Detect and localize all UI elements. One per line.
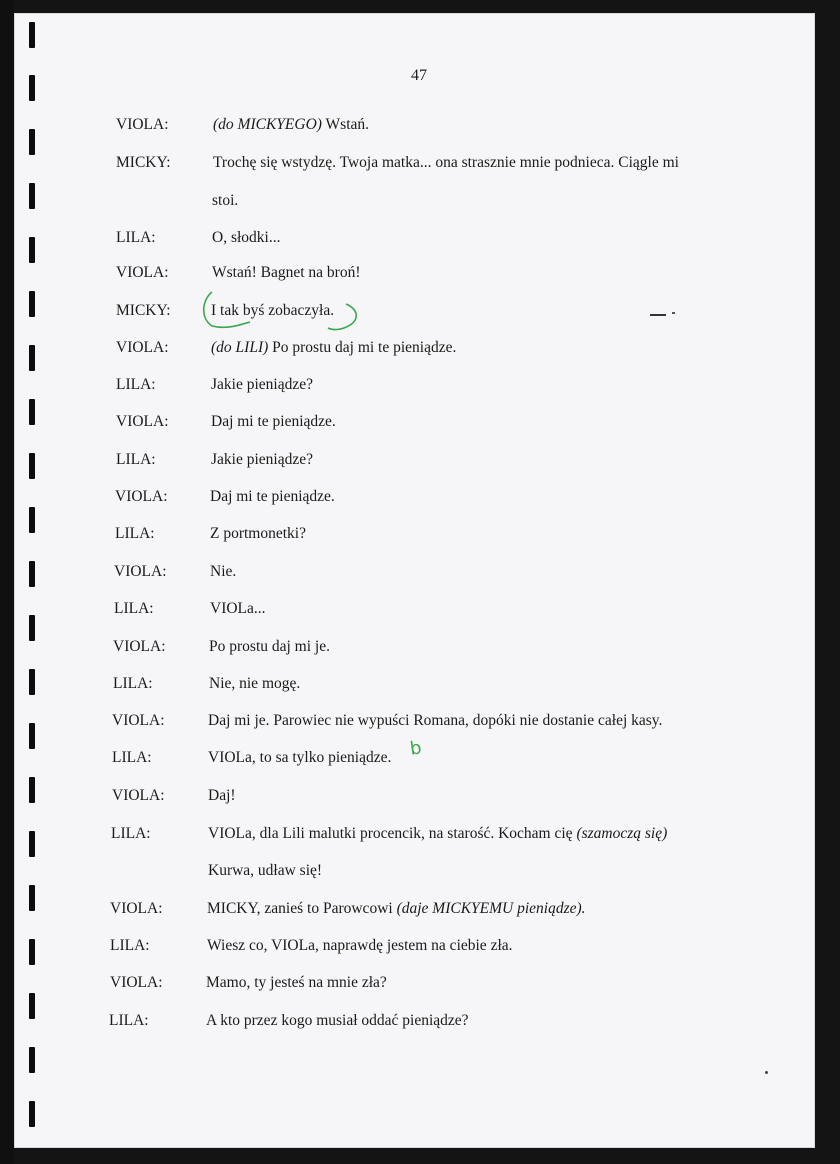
binding-hole — [29, 939, 35, 965]
dialogue-text — [208, 825, 667, 843]
spoken-text: Daj mi je. Parowiec nie wypuści Romana, dopóki nie dostanie całej kasy. — [208, 712, 663, 729]
dialogue-text — [209, 638, 330, 656]
page-number: 47 — [411, 67, 427, 84]
binding-hole — [29, 669, 35, 695]
binding-hole — [29, 993, 35, 1019]
speaker-name: MICKY: — [116, 154, 171, 171]
speaker-name: LILA: — [111, 825, 151, 842]
speaker-name: VIOLA: — [115, 488, 168, 505]
dialogue-text — [212, 192, 238, 210]
spoken-text: Daj mi te pieniądze. — [210, 488, 335, 505]
dialogue-text — [206, 974, 387, 992]
binding-hole — [29, 237, 35, 263]
binding-hole — [29, 1047, 35, 1073]
spoken-text: Daj mi te pieniądze. — [211, 413, 336, 430]
dialogue-text — [207, 900, 586, 918]
binding-hole — [29, 75, 35, 101]
spoken-text: MICKY, zanieś to Parowcowi — [207, 900, 397, 917]
dialogue-text — [211, 302, 334, 320]
speaker-name: LILA: — [116, 229, 156, 246]
dialogue-text — [208, 862, 322, 880]
spoken-text: O, słodki... — [212, 229, 281, 246]
spoken-text: Mamo, ty jesteś na mnie zła? — [206, 974, 387, 991]
spoken-text: Daj! — [208, 787, 236, 804]
dialogue-text — [211, 339, 456, 357]
speaker-name: LILA: — [116, 376, 156, 393]
speaker-name: LILA: — [115, 525, 155, 542]
speaker-name: VIOLA: — [116, 339, 169, 356]
speaker-name: MICKY: — [116, 302, 171, 319]
spoken-text: VIOLa... — [210, 600, 266, 617]
spoken-text: Jakie pieniądze? — [211, 376, 313, 393]
speaker-name: LILA: — [114, 600, 154, 617]
speaker-name: LILA: — [116, 451, 156, 468]
dialogue-text — [208, 749, 391, 767]
binding-hole — [29, 831, 35, 857]
ink-smudge — [672, 312, 675, 314]
spoken-text: A kto przez kogo musiał oddać pieniądze? — [206, 1012, 469, 1029]
binding-hole — [29, 507, 35, 533]
speaker-name: VIOLA: — [116, 264, 169, 281]
binding-hole — [29, 183, 35, 209]
binding-hole — [29, 561, 35, 587]
spoken-text: VIOLa, dla Lili malutki procencik, na starość. Kocham cię — [208, 825, 577, 842]
stage-direction: (do LILI) — [211, 339, 269, 356]
spoken-text: stoi. — [212, 192, 239, 209]
stage-direction: (daje MICKYEMU pieniądze). — [396, 900, 586, 917]
spoken-text: Jakie pieniądze? — [211, 451, 313, 468]
dialogue-text — [207, 937, 513, 955]
dialogue-text — [210, 600, 266, 618]
binding-hole — [29, 1101, 35, 1127]
dialogue-text — [213, 154, 679, 172]
speaker-name: VIOLA: — [114, 563, 167, 580]
dialogue-text — [208, 787, 236, 805]
spoken-text: Nie, nie mogę. — [209, 675, 301, 692]
binding-hole — [29, 777, 35, 803]
binding-hole — [29, 885, 35, 911]
binding-hole — [29, 453, 35, 479]
dialogue-text — [211, 376, 313, 394]
spoken-text: Kurwa, udław się! — [208, 862, 323, 879]
speaker-name: VIOLA: — [112, 712, 165, 729]
speaker-name: VIOLA: — [112, 787, 165, 804]
spoken-text: VIOLa, to sa tylko pieniądze. — [208, 749, 392, 766]
dialogue-text — [210, 488, 335, 506]
dialogue-text — [208, 712, 662, 730]
speaker-name: LILA: — [113, 675, 153, 692]
ink-smudge — [650, 314, 666, 316]
spoken-text: Nie. — [210, 563, 237, 580]
spoken-text: Po prostu daj mi je. — [209, 638, 330, 655]
binding-hole — [29, 723, 35, 749]
stage-direction: (szamoczą się) — [576, 825, 668, 842]
margin-annotation: b — [408, 737, 423, 760]
dialogue-text — [212, 264, 361, 282]
stage-direction: (do MICKYEGO) — [213, 116, 322, 133]
speaker-name: LILA: — [112, 749, 152, 766]
dialogue-text — [212, 229, 280, 247]
spoken-text: Z portmonetki? — [210, 525, 306, 542]
speaker-name: LILA: — [110, 937, 150, 954]
dialogue-text — [206, 1012, 469, 1030]
speaker-name: VIOLA: — [110, 974, 163, 991]
dialogue-text — [211, 451, 313, 469]
speaker-name: VIOLA: — [113, 638, 166, 655]
spoken-text: Po prostu daj mi te pieniądze. — [268, 339, 457, 356]
binding-strip — [0, 0, 14, 1164]
spoken-text: Wiesz co, VIOLa, naprawdę jestem na ciebie zła. — [207, 937, 513, 954]
binding-hole — [29, 129, 35, 155]
ink-dot — [765, 1071, 768, 1074]
dialogue-text — [209, 675, 300, 693]
spoken-text: I tak byś zobaczyła. — [211, 302, 335, 319]
binding-hole — [29, 22, 35, 48]
dialogue-text — [210, 563, 236, 581]
speaker-name: LILA: — [109, 1012, 149, 1029]
dialogue-text — [210, 525, 306, 543]
binding-hole — [29, 345, 35, 371]
binding-hole — [29, 615, 35, 641]
speaker-name: VIOLA: — [116, 116, 169, 133]
speaker-name: VIOLA: — [116, 413, 169, 430]
dialogue-text — [211, 413, 336, 431]
binding-hole — [29, 291, 35, 317]
speaker-name: VIOLA: — [110, 900, 163, 917]
binding-hole — [29, 399, 35, 425]
dialogue-text — [213, 116, 369, 134]
spoken-text: Trochę się wstydzę. Twoja matka... ona strasznie mnie podnieca. Ciągle mi — [213, 154, 679, 171]
spoken-text: Wstań. — [321, 116, 370, 133]
spoken-text: Wstań! Bagnet na broń! — [212, 264, 361, 281]
